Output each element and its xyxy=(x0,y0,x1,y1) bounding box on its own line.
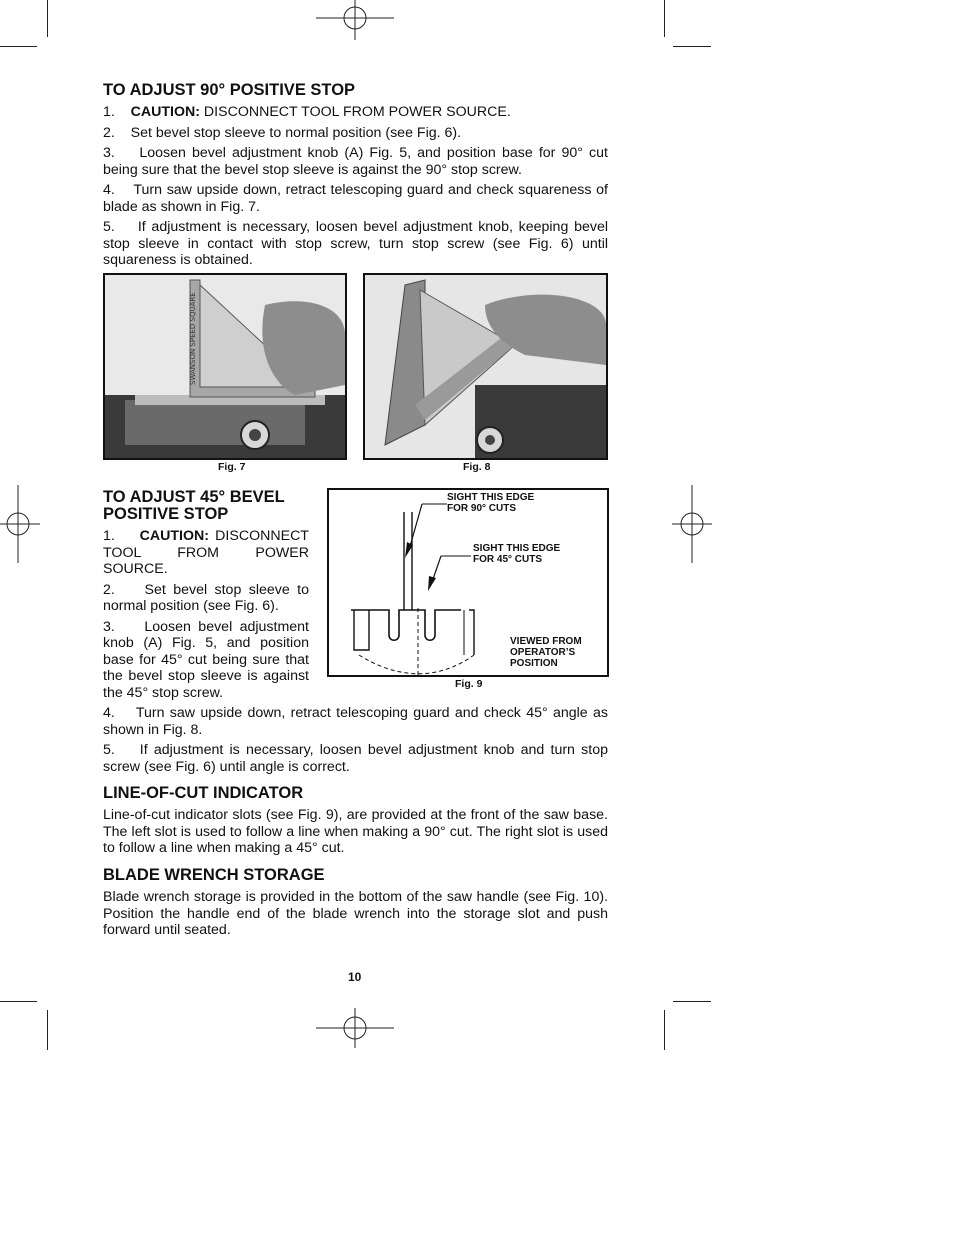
line-of-cut-body: Line-of-cut indicator slots (see Fig. 9), are provided at the front of the saw base. The left slot is used to follow a line when making a 90° cut. The right slot is used to follow a line when making a 45° cut. xyxy=(103,807,608,856)
page-number: 10 xyxy=(348,970,362,984)
fig9-caption: Fig. 9 xyxy=(455,678,483,690)
fig7-caption: Fig. 7 xyxy=(218,461,246,473)
label-sight-90: SIGHT THIS EDGE FOR 90° CUTS xyxy=(447,492,535,514)
registration-mark-bottom xyxy=(316,1008,394,1048)
fig8-photo xyxy=(363,273,608,460)
heading-blade-wrench: BLADE WRENCH STORAGE xyxy=(103,866,325,884)
s1-step-3: 3. Loosen bevel adjustment knob (A) Fig. 5, and position base for 90° cut being sure that the bevel stop sleeve is against the 90° stop screw. xyxy=(103,145,608,178)
section-90-stop xyxy=(103,82,608,269)
s2-step-3: 3. Loosen bevel adjustment knob (A) Fig. 5, and position base for 45° cut being sure that the bevel stop sleeve is against the 45° stop screw. xyxy=(103,618,309,701)
section-45-stop xyxy=(103,489,309,701)
heading-line-of-cut: LINE-OF-CUT INDICATOR xyxy=(103,784,304,802)
s2-step-1: 1. CAUTION: DISCONNECT TOOL FROM POWER SOURCE. xyxy=(103,528,309,577)
s2-step-5: 5. If adjustment is necessary, loosen bevel adjustment knob and turn stop screw (see Fig. 6) until angle is correct. xyxy=(103,742,608,775)
s1-step-1: 1. CAUTION: DISCONNECT TOOL FROM POWER SOURCE. xyxy=(103,104,511,120)
fig9-diagram xyxy=(327,488,609,677)
s1-step-4: 4. Turn saw upside down, retract telescoping guard and check squareness of blade as shown in Fig. 7. xyxy=(103,182,608,215)
s2-step-4: 4. Turn saw upside down, retract telescoping guard and check 45° angle as shown in Fig. 8. xyxy=(103,705,608,738)
section-45-stop-continued xyxy=(103,705,608,775)
fig7-square-label: SWANSON SPEED SQUARE xyxy=(189,292,197,385)
label-viewed-from: VIEWED FROM OPERATOR’S POSITION xyxy=(510,636,582,669)
fig7-photo xyxy=(103,273,347,460)
fig8-caption: Fig. 8 xyxy=(463,461,491,473)
registration-mark-top xyxy=(316,0,394,40)
section-line-of-cut xyxy=(103,785,608,857)
blade-wrench-body: Blade wrench storage is provided in the bottom of the saw handle (see Fig. 10). Position the handle end of the blade wrench into the storage slot and push forward until seated. xyxy=(103,889,608,938)
registration-mark-right xyxy=(672,485,712,563)
label-sight-45: SIGHT THIS EDGE FOR 45° CUTS xyxy=(473,543,561,565)
s2-step-2: 2. Set bevel stop sleeve to normal position (see Fig. 6). xyxy=(103,581,309,614)
registration-mark-left xyxy=(0,485,40,563)
s1-step-5: 5. If adjustment is necessary, loosen bevel adjustment knob, keeping bevel stop sleeve in contact with stop screw, turn stop screw (see Fig. 6) until squareness is obtained. xyxy=(103,219,608,268)
section-blade-wrench xyxy=(103,867,608,939)
heading-90-stop: TO ADJUST 90° POSITIVE STOP xyxy=(103,81,356,99)
s1-step-2: 2. Set bevel stop sleeve to normal position (see Fig. 6). xyxy=(103,124,462,141)
heading-45-stop: TO ADJUST 45° BEVEL POSITIVE STOP xyxy=(103,488,285,523)
